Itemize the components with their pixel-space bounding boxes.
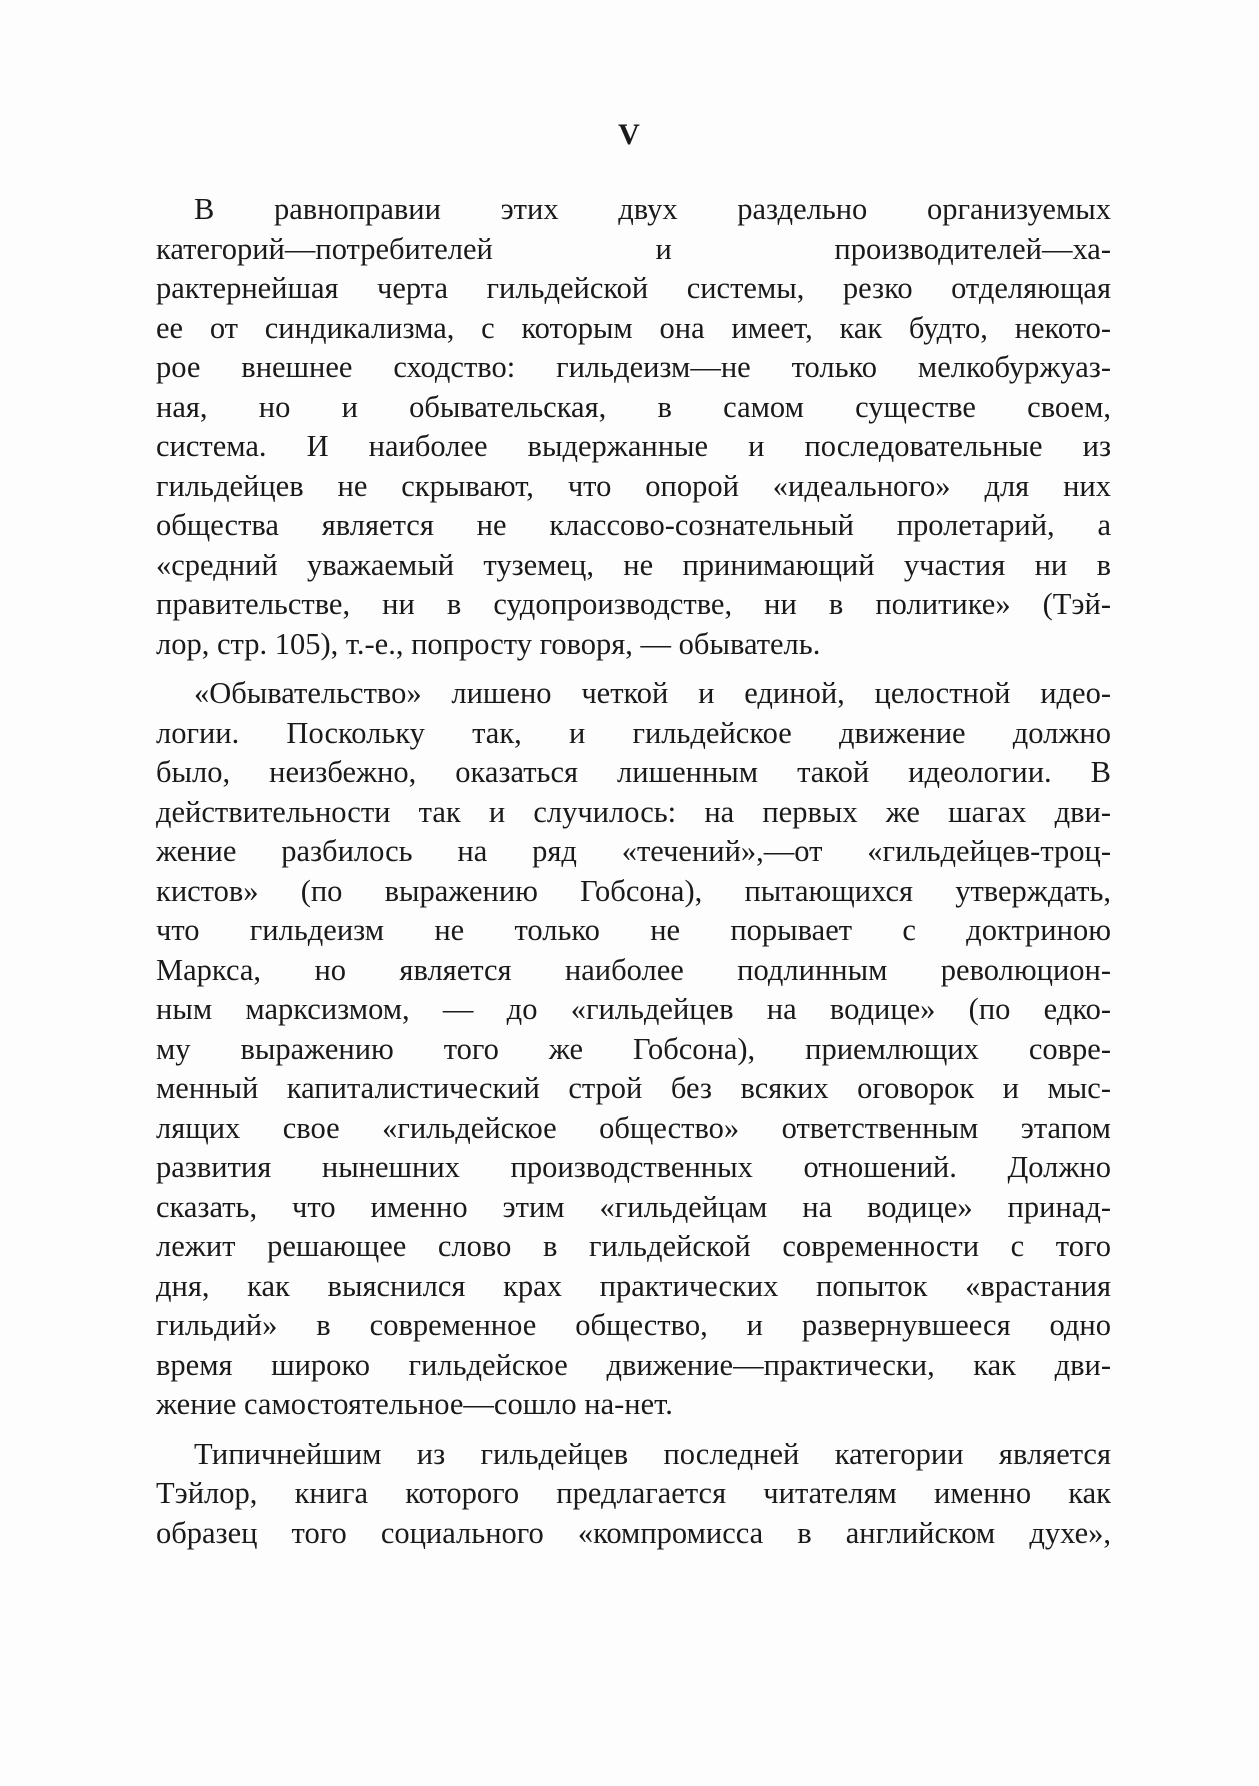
text-line: действительности так и случилось: на первых же шагах дви- [156,794,1111,829]
paragraph-2 [156,674,1111,1425]
text-line: общества является не классово-сознательный пролетарий, а [156,508,1111,542]
text-line: гильдий» в современное общество, и развернувшееся одно [156,1308,1111,1342]
page-number: V [618,118,641,151]
text-line: Маркса, но является наиболее подлинным революцион- [156,952,1111,987]
text-line: жение разбилось на ряд «течений»,—от «гильдейцев-троц- [156,834,1111,868]
text-line: «Обывательство» лишено четкой и единой, целостной идео- [194,676,1111,710]
text-line: гильдейцев не скрывают, что опорой «идеального» для них [156,468,1111,503]
text-line: время широко гильдейское движение—практически, как дви- [156,1347,1111,1382]
text-line: ее от синдикализма, с которым она имеет, как будто, некото- [156,310,1111,345]
text-line: лор, стр. 105), т.-е., попросту говоря, — обыватель. [156,626,821,661]
text-line: «средний уважаемый туземец, не принимающий участия ни в [156,547,1111,582]
text-line: менный капиталистический строй без всяких оговорок и мыс- [156,1071,1111,1105]
text-line: рое внешнее сходство: гильдеизм—не только мелкобуржуаз- [156,350,1111,384]
text-line: Тэйлор, книга которого предлагается читателям именно как [156,1476,1111,1510]
text-line: логии. Поскольку так, и гильдейское движение должно [156,715,1111,750]
text-line: кистов» (по выражению Гобсона), пытающихся утверждать, [156,873,1111,908]
body-text [156,190,1111,1563]
text-line: му выражению того же Гобсона), приемлющих совре- [156,1031,1111,1066]
text-line: сказать, что именно этим «гильдейцам на водице» принад- [156,1189,1111,1224]
text-line: было, неизбежно, оказаться лишенным такой идеологии. В [156,755,1111,789]
text-line: что гильдеизм не только не порывает с доктриною [156,913,1111,947]
text-line: Типичнейшим из гильдейцев последней категории является [194,1436,1111,1471]
text-line: образец того социального «компромисса в английском духе», [156,1515,1111,1550]
text-line: категорий—потребителей и производителей—ха- [156,231,1111,266]
text-line: В равноправии этих двух раздельно организуемых [194,192,1111,226]
text-line: лежит решающее слово в гильдейской современности с того [156,1229,1111,1263]
text-line: ная, но и обывательская, в самом существе своем, [156,389,1111,424]
paragraph-3 [156,1435,1111,1554]
text-line: правительстве, ни в судопроизводстве, ни в политике» (Тэй- [156,587,1111,621]
text-line: лящих свое «гильдейское общество» ответственным этапом [156,1110,1111,1145]
text-line: ным марксизмом, — до «гильдейцев на водице» (по едко- [156,992,1111,1026]
text-line: рактернейшая черта гильдейской системы, резко отделяющая [156,271,1111,305]
text-line: система. И наиболее выдержанные и последовательные из [156,429,1111,463]
text-line: дня, как выяснился крах практических попыток «врастания [156,1268,1111,1303]
paragraph-1 [156,190,1111,664]
text-line: развития нынешних производственных отношений. Должно [156,1150,1111,1184]
text-line: жение самостоятельное—сошло на-нет. [156,1387,673,1421]
